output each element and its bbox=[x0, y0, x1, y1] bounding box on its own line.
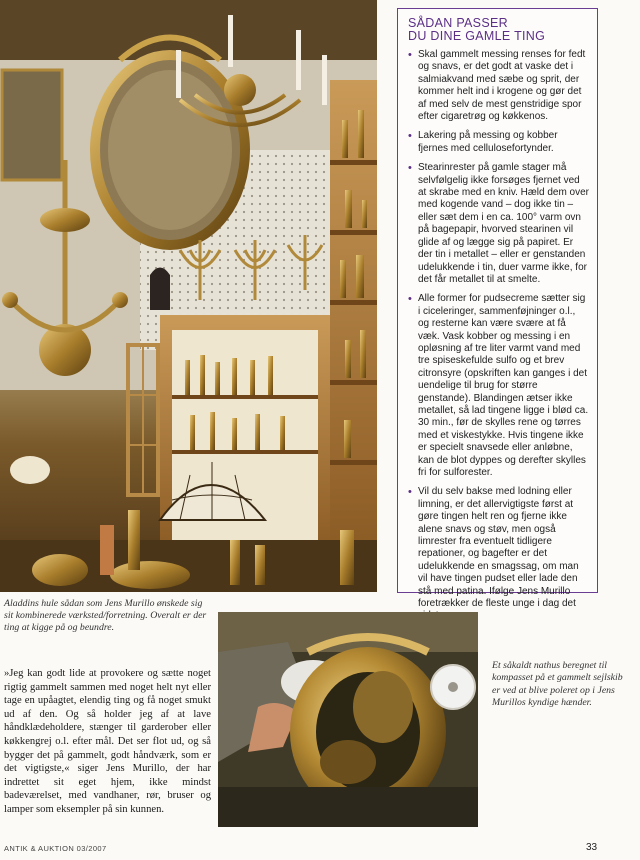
tip-item: • Skal gammelt messing renses for fedt og snavs, er det godt at vaske det i salmiakvand med sæbe og sprit, der kommer helt ind i krogene og gør det af med selv de mest genstridige spor efter cigaretrøg og køkkenos. bbox=[408, 49, 589, 123]
tip-item: • Lakering på messing og kobber fjernes med cellulosefortynder. bbox=[408, 130, 589, 155]
main-photo-caption: Aladdins hule sådan som Jens Murillo ønskede sig sit kombinerede værksted/forretning. Overalt er der ting at kigge på og beundre. bbox=[4, 598, 207, 634]
sidebar-title bbox=[408, 17, 589, 43]
article-body-text: »Jeg kan godt lide at provokere og sætte noget rigtig gammelt sammen med noget helt nyt eller tage en upåagtet, elendig ting og få noget smukt ud af den. Og så holder jeg af at lave håndklædeholdere, stænger til garderober eller køkkengrej o.l. efter mål. Det ser flot ud, og så bygger det på gammelt, godt håndværk, som er det vigtigste,« siger Jens Murillo, der har indrettet sit eget hjem, ikke mindst badeværelset, med vandhaner, rør, bruser og lamper som eksempler på sin kunnen. bbox=[4, 668, 211, 815]
tips-list bbox=[408, 49, 589, 623]
shop-interior-illustration bbox=[0, 0, 377, 592]
shop-interior-photo bbox=[0, 0, 377, 592]
sidebar-title-line1: SÅDAN PASSER bbox=[408, 16, 508, 30]
sidebar-title-line2: DU DINE GAMLE TING bbox=[408, 29, 546, 43]
tip-item: • Stearinrester på gamle stager må selvfølgelig ikke forsøges fjernet ved at skrabe med en kniv. Hæld dem over med kogende vand – dog ikke tin – eller sæt dem i en ca. 100° varm ovn på bagepapir, hvorved stearinen vil glide af og lægge sig på papiret. Er der tin i metallet – eller er genstanden udelukkende i tin, duer varme ikke, for det får metallet til at smelte. bbox=[408, 162, 589, 286]
tip-item: • Vil du selv bakse med lodning eller limning, er det allervigtigste først at gøre tingen helt ren og fjerne ikke alene snavs og støv, men også limrester fra eventuelt tidligere repationer, og bagefter er det udelukkende en smagssag, om man vil have tingen pudset eller lade den stå med patina. Ifølge Jens Murillo foretrækker de fleste unge i dag det bbox=[408, 486, 589, 622]
magazine-issue-footer: ANTIK & AUKTION 03/2007 bbox=[4, 844, 107, 853]
page-number: 33 bbox=[586, 842, 598, 853]
tips-sidebar bbox=[397, 8, 598, 610]
polishing-photo bbox=[218, 612, 478, 827]
polishing-photo-caption: Et såkaldt nathus beregnet til kompasset på et gammelt sejlskib er ved at blive poleret op i Jens Murillos kyndige hænder. bbox=[492, 660, 623, 709]
polishing-illustration bbox=[218, 612, 478, 827]
tip-item: • Alle former for pudsecreme sætter sig i ciceleringer, sammenføjninger o.l., og resterne kan være svære at få væk. Vask kobber og messing i en opløsning af tre liter varmt vand med tre spiseskefulde sulfo og et brev citronsyre (opskriften kan ganges i det uendelige til brug for større genstande). Blandingen ætser ikke metallet, så lad tingene ligge i blød ca. 30 min., før de skylles rene og tørres med et viskestykke. Hvis tingene ikke er specielt snavsede eller anløbne, kan de blot dyppes og derefter skylles fri for sulforester. bbox=[408, 293, 589, 479]
